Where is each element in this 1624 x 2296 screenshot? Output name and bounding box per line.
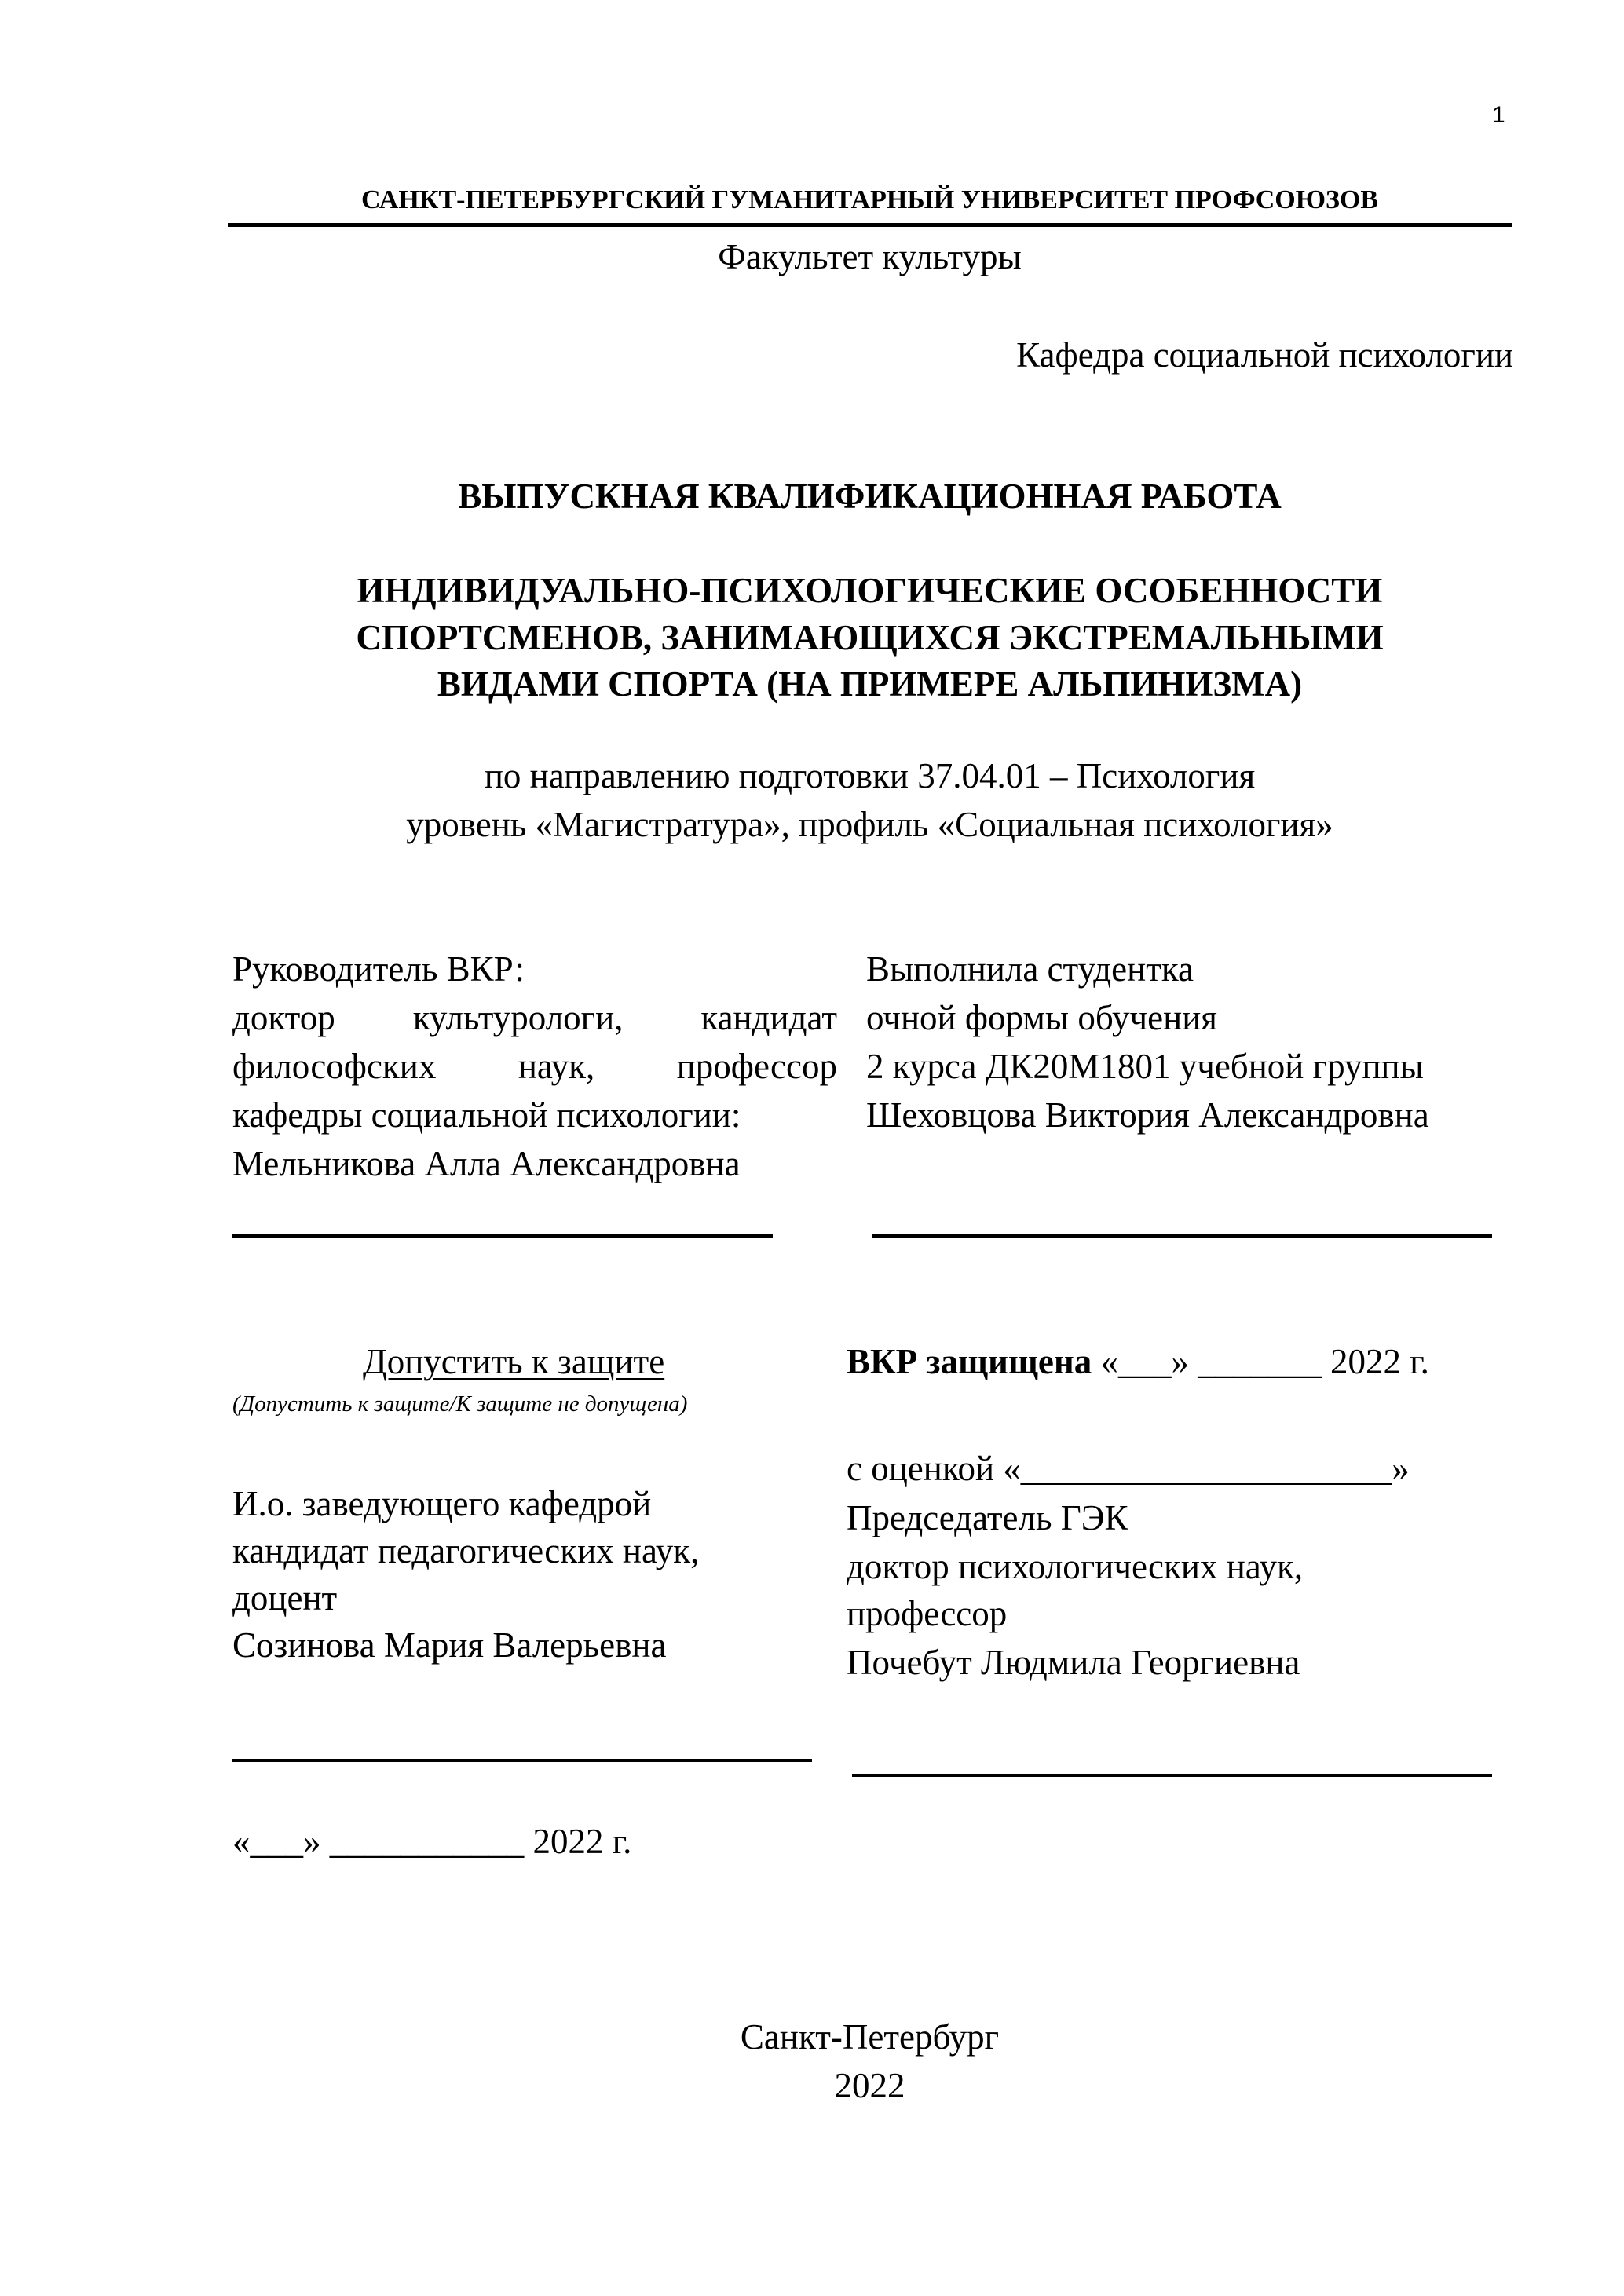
chair-signature-line bbox=[852, 1774, 1492, 1777]
word: наук, bbox=[518, 1047, 595, 1086]
admission-hint: (Допустить к защите/К защите не допущена) bbox=[232, 1391, 688, 1417]
student-label: Выполнила студентка bbox=[866, 949, 1194, 989]
faculty-name: Факультет культуры bbox=[718, 237, 1022, 276]
year: 2022 bbox=[834, 2066, 905, 2105]
city: Санкт-Петербург bbox=[740, 2017, 1000, 2057]
head-degree: кандидат педагогических наук, bbox=[232, 1531, 700, 1570]
head-name: Созинова Мария Валерьевна bbox=[232, 1625, 667, 1665]
university-name: САНКТ-ПЕТЕРБУРГСКИЙ ГУМАНИТАРНЫЙ УНИВЕРСИТЕТ ПРОФСОЮЗОВ bbox=[360, 185, 1379, 214]
word: профессор bbox=[676, 1047, 837, 1086]
word: кандидат bbox=[700, 998, 837, 1037]
thesis-title-line-3: ВИДАМИ СПОРТА (НА ПРИМЕРЕ АЛЬПИНИЗМА) bbox=[437, 664, 1303, 704]
supervisor-degree-line-2 bbox=[232, 1049, 837, 1084]
admission-date: «___» ___________ 2022 г. bbox=[232, 1822, 632, 1861]
chair-name: Почебут Людмила Георгиевна bbox=[847, 1643, 1300, 1682]
supervisor-name: Мельникова Алла Александровна bbox=[232, 1144, 741, 1183]
word: доктор bbox=[232, 998, 335, 1037]
chair-role: Председатель ГЭК bbox=[847, 1498, 1128, 1537]
defense-label: ВКР защищена bbox=[847, 1342, 1092, 1381]
defense-grade: с оценкой «_____________________» bbox=[847, 1449, 1410, 1488]
head-signature-line bbox=[232, 1759, 812, 1762]
head-title: доцент bbox=[232, 1578, 338, 1618]
thesis-title-line-1: ИНДИВИДУАЛЬНО-ПСИХОЛОГИЧЕСКИЕ ОСОБЕННОСТИ bbox=[357, 571, 1383, 610]
work-type: ВЫПУСКНАЯ КВАЛИФИКАЦИОННАЯ РАБОТА bbox=[458, 477, 1282, 516]
student-name: Шеховцова Виктория Александровна bbox=[866, 1095, 1429, 1135]
chair-title: профессор bbox=[847, 1594, 1008, 1633]
admission-decision: Допустить к защите bbox=[363, 1342, 665, 1381]
header-rule bbox=[228, 223, 1512, 227]
student-signature-line bbox=[872, 1234, 1492, 1238]
supervisor-label: Руководитель ВКР: bbox=[232, 949, 525, 989]
student-study-form: очной формы обучения bbox=[866, 998, 1217, 1037]
supervisor-department: кафедры социальной психологии: bbox=[232, 1095, 741, 1135]
defense-status bbox=[847, 1344, 1429, 1380]
word: культурологи, bbox=[412, 998, 624, 1037]
chair-degree: доктор психологических наук, bbox=[847, 1547, 1304, 1586]
word: философских bbox=[232, 1047, 437, 1086]
supervisor-degree-line-1 bbox=[232, 1000, 837, 1036]
student-group: 2 курса ДК20М1801 учебной группы bbox=[866, 1047, 1424, 1086]
page-number: 1 bbox=[1492, 102, 1505, 128]
thesis-title-line-2: СПОРТСМЕНОВ, ЗАНИМАЮЩИХСЯ ЭКСТРЕМАЛЬНЫМИ bbox=[356, 618, 1384, 657]
department-name: Кафедра социальной психологии bbox=[1016, 335, 1513, 375]
head-role: И.о. заведующего кафедрой bbox=[232, 1484, 652, 1523]
study-level: уровень «Магистратура», профиль «Социальная психология» bbox=[406, 805, 1333, 844]
defense-date: «___» _______ 2022 г. bbox=[1092, 1342, 1429, 1381]
supervisor-signature-line bbox=[232, 1234, 773, 1238]
study-direction: по направлению подготовки 37.04.01 – Психология bbox=[484, 756, 1256, 795]
